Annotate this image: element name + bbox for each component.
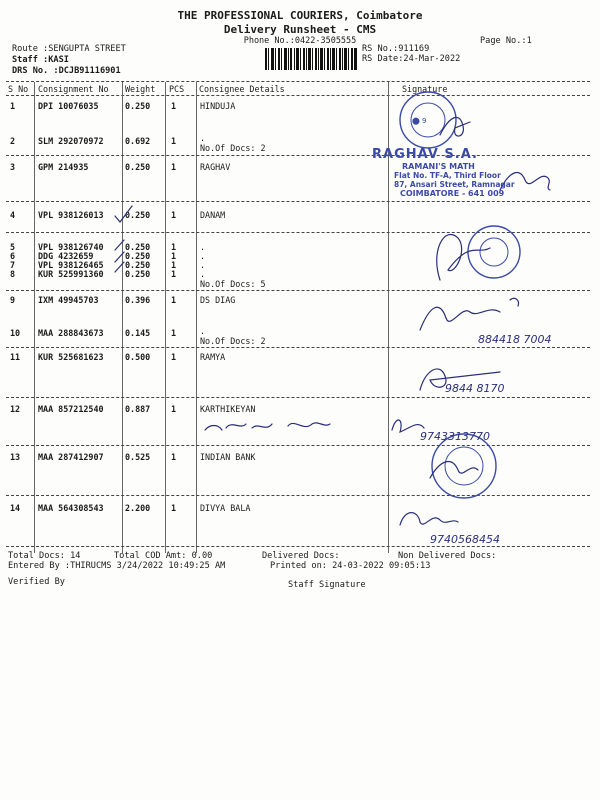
col-signature: Signature (402, 84, 448, 94)
row-consignee: . (200, 260, 206, 270)
row-sno: 12 (10, 404, 21, 414)
row-weight: 0.145 (125, 328, 151, 338)
row-sno: 6 (10, 251, 16, 261)
row-sno: 11 (10, 352, 21, 362)
signature-row13 (430, 462, 478, 478)
row-consignment: SLM 292070972 (38, 136, 104, 146)
row-sno: 9 (10, 295, 16, 305)
stamp-line: 87, Ansari Street, Ramnagar (394, 180, 515, 189)
row-consignment: VPL 938126465 (38, 260, 104, 270)
row-consignee: . (200, 269, 206, 279)
row-note: No.Of Docs: 5 (200, 279, 266, 289)
staff-signature-label: Staff Signature (288, 580, 366, 590)
row-weight: 0.525 (125, 452, 151, 462)
row-sno: 5 (10, 242, 16, 252)
row-pcs: 1 (171, 328, 177, 338)
row-weight: 0.250 (125, 260, 151, 270)
non-delivered-docs: Non Delivered Docs: (398, 551, 497, 561)
row-consignment: KUR 525991360 (38, 269, 104, 279)
printed-on: Printed on: 24-03-2022 09:05:13 (270, 561, 431, 571)
row-pcs: 1 (171, 503, 177, 513)
row-consignee: RAGHAV (200, 162, 231, 172)
address-stamp (372, 147, 515, 198)
row-pcs: 1 (171, 260, 177, 270)
row-pcs: 1 (171, 101, 177, 111)
row-pcs: 1 (171, 136, 177, 146)
entered-by: Entered By :THIRUCMS 3/24/2022 10:49:25 AM (8, 561, 226, 571)
row-weight: 0.250 (125, 269, 151, 279)
row-weight: 0.250 (125, 162, 151, 172)
row-consignment: GPM 214935 (38, 162, 89, 172)
col-pcs: PCS (169, 84, 185, 94)
svg-text:⬤ 9: ⬤ 9 (412, 117, 427, 125)
phone-number: Phone No.:0422-3505555 (243, 36, 357, 46)
route-label: Route :SENGUPTA STREET (12, 44, 126, 54)
row-weight: 0.396 (125, 295, 151, 305)
row-consignment: DDG 4232659 (38, 251, 94, 261)
row-consignment: VPL 938126740 (38, 242, 104, 252)
runsheet-title: Delivery Runsheet - CMS (223, 23, 377, 36)
row-sno: 13 (10, 452, 21, 462)
row-consignment: VPL 938126013 (38, 210, 104, 220)
rs-date: RS Date:24-Mar-2022 (362, 54, 461, 64)
row-pcs: 1 (171, 352, 177, 362)
row-consignee: DIVYA BALA (200, 503, 251, 513)
row-weight: 0.250 (125, 251, 151, 261)
col-consignee: Consignee Details (199, 84, 285, 94)
row-consignment: MAA 287412907 (38, 452, 104, 462)
signature-row14 (400, 513, 458, 525)
row-consignee: DS DIAG (200, 295, 236, 305)
row-sno: 7 (10, 260, 16, 270)
row-consignee: . (200, 242, 206, 252)
page-number: Page No.:1 (480, 36, 532, 46)
stamp-line: COIMBATORE - 641 009 (400, 189, 505, 198)
col-consignment: Consignment No (38, 84, 109, 94)
row-pcs: 1 (171, 269, 177, 279)
handwritten-digits-row14: 9740568454 (430, 533, 500, 546)
row-pcs: 1 (171, 210, 177, 220)
row-weight: 0.250 (125, 101, 151, 111)
row-consignee: . (200, 251, 206, 261)
row-consignee: . (200, 326, 206, 336)
row-consignee: HINDUJA (200, 101, 236, 111)
row-consignee: DANAM (200, 210, 226, 220)
row-note: No.Of Docs: 2 (200, 336, 266, 346)
row-sno: 4 (10, 210, 16, 220)
row-sno: 14 (10, 503, 21, 513)
row-pcs: 1 (171, 452, 177, 462)
row-consignment: IXM 49945703 (38, 295, 99, 305)
signature-rows5-8 (437, 234, 490, 280)
row-sno: 10 (10, 328, 21, 338)
stamp-name: RAGHAV S.A. (372, 147, 478, 162)
row-weight: 0.250 (125, 210, 151, 220)
row-weight: 0.692 (125, 136, 151, 146)
row-pcs: 1 (171, 251, 177, 261)
bracket-marks (115, 240, 124, 272)
row-sno: 2 (10, 136, 16, 146)
row-pcs: 1 (171, 404, 177, 414)
signature-row9-mark (510, 298, 518, 306)
row-pcs: 1 (171, 162, 177, 172)
col-sno: S No (8, 84, 29, 94)
row-consignee: INDIAN BANK (200, 452, 256, 462)
handwritten-digits-row12: 9743313770 (420, 430, 490, 443)
company-seal-3 (432, 434, 496, 498)
row-pcs: 1 (171, 242, 177, 252)
row-consignment: MAA 857212540 (38, 404, 104, 414)
company-seal-1 (400, 92, 456, 148)
stamp-line: RAMANI'S MATH (402, 162, 475, 171)
delivered-docs: Delivered Docs: (262, 551, 340, 561)
row-sno: 3 (10, 162, 16, 172)
row-weight: 2.200 (125, 503, 151, 513)
row-consignee: RAMYA (200, 352, 226, 362)
stamp-line: Flat No. TF-A, Third Floor (394, 171, 501, 180)
rs-number: RS No.:911169 (362, 44, 430, 54)
total-docs: Total Docs: 14 (8, 551, 81, 561)
row-weight: 0.500 (125, 352, 151, 362)
signature-row9 (420, 307, 500, 330)
row-consignee: . (200, 133, 206, 143)
row-consignment: MAA 288843673 (38, 328, 104, 338)
row-sno: 1 (10, 101, 16, 111)
checkmark-row4 (115, 206, 132, 222)
handwritten-note-row12 (205, 423, 330, 430)
handwritten-digits-row11: 9844 8170 (445, 382, 505, 395)
row-weight: 0.250 (125, 242, 151, 252)
row-consignment: KUR 525681623 (38, 352, 104, 362)
row-pcs: 1 (171, 295, 177, 305)
company-seal-2 (468, 226, 520, 278)
row-consignment: DPI 10076035 (38, 101, 99, 111)
verified-by: Verified By (8, 577, 65, 587)
handwritten-digits-row10: 884418 7004 (478, 333, 552, 346)
row-note: No.Of Docs: 2 (200, 143, 266, 153)
row-sno: 8 (10, 269, 16, 279)
row-consignment: MAA 564308543 (38, 503, 104, 513)
col-weight: Weight (125, 84, 156, 94)
row-weight: 0.887 (125, 404, 151, 414)
row-consignee: KARTHIKEYAN (200, 404, 256, 414)
total-cod: Total COD Amt: 0.00 (114, 551, 213, 561)
drs-number: DRS No. :DCJB91116901 (12, 66, 121, 76)
staff-label: Staff :KASI (12, 55, 69, 65)
company-title: THE PROFESSIONAL COURIERS, Coimbatore (177, 9, 423, 22)
